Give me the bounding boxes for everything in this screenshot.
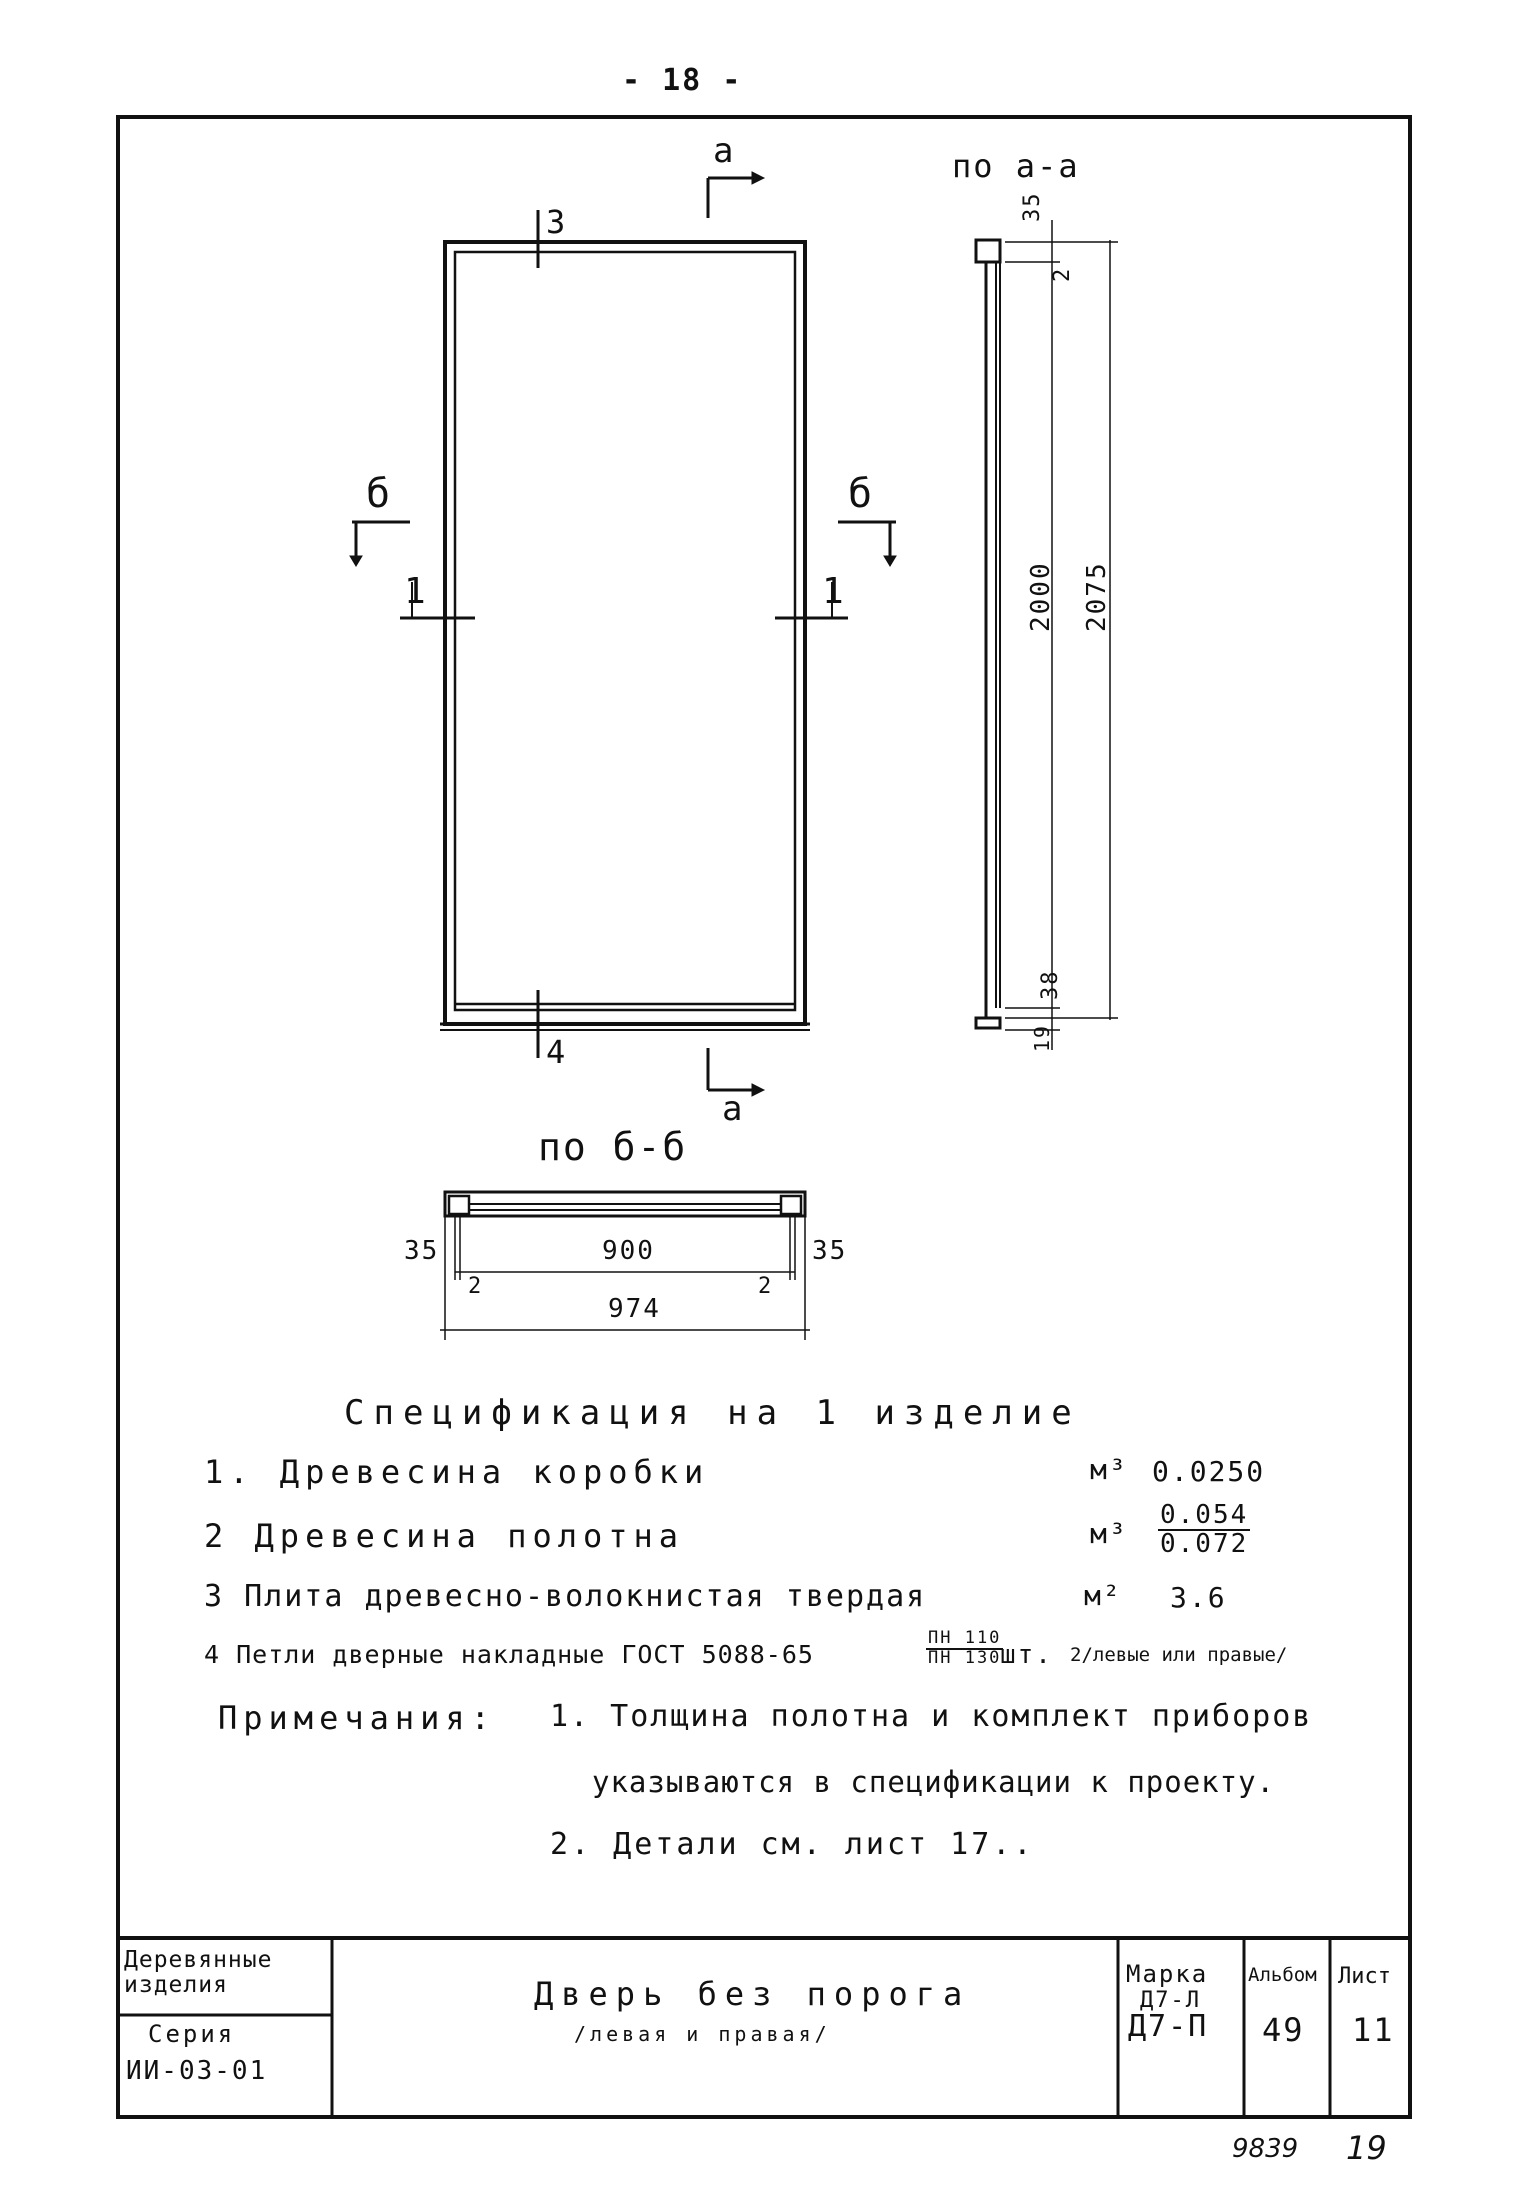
dim-side-35: 35 — [1020, 191, 1045, 222]
page-number: - 18 - — [622, 63, 743, 98]
notes-label: Примечания: — [218, 1699, 496, 1737]
cut-b-left-label: б — [366, 471, 393, 517]
dim-side-38: 38 — [1038, 969, 1063, 1000]
tb-marka-2: Д7-П — [1128, 2009, 1209, 2044]
stamp-number: 9839 — [1232, 2134, 1299, 2164]
cut-b-right-label: б — [848, 471, 875, 517]
spec-row-2-value-den: 0.072 — [1160, 1529, 1249, 1560]
notes-line-1: 1. Толщина полотна и комплект приборов — [550, 1699, 1313, 1734]
callout-1-left: 1 — [404, 571, 428, 612]
tb-subtitle: /левая и правая/ — [574, 2022, 831, 2046]
dim-side-19: 19 — [1030, 1023, 1054, 1052]
tb-series-label: Серия — [148, 2020, 236, 2048]
spec-row-2-name: 2 Древесина полотна — [204, 1517, 685, 1555]
tb-album-value: 49 — [1262, 2011, 1305, 2049]
tb-category: Деревянные изделия — [124, 1947, 273, 1999]
spec-row-2-value-num: 0.054 — [1160, 1500, 1249, 1530]
dim-plan-35-left: 35 — [404, 1236, 440, 1266]
spec-row-4-frac — [926, 1630, 1003, 1668]
spec-row-4-unit: шт. — [1000, 1640, 1053, 1670]
spec-row-3-name: 3 Плита древесно-волокнистая твердая — [204, 1579, 927, 1614]
spec-row-4-name: 4 Петли дверные накладные ГОСТ 5088-65 — [204, 1640, 814, 1669]
tb-album-label: Альбом — [1248, 1964, 1317, 1986]
notes-line-2: указываются в спецификации к проекту. — [592, 1765, 1276, 1799]
callout-4: 4 — [546, 1033, 568, 1071]
spec-row-4-value: 2/левые или правые/ — [1070, 1644, 1288, 1666]
dim-side-2000: 2000 — [1026, 561, 1056, 632]
sheet-border — [118, 117, 1410, 2117]
dim-plan-900: 900 — [602, 1236, 655, 1266]
spec-row-4-frac-num: ПН 110 — [928, 1628, 1002, 1648]
dim-side-2: 2 — [1050, 266, 1075, 282]
spec-row-2-value — [1158, 1502, 1250, 1559]
tb-marka-label: Марка — [1126, 1960, 1209, 1988]
tb-sheet-value: 11 — [1352, 2011, 1395, 2049]
front-elevation — [350, 172, 896, 1096]
dim-side-2075: 2075 — [1082, 561, 1112, 632]
tb-marka-1: Д7-Л — [1140, 1988, 1201, 2013]
callout-3: 3 — [546, 203, 568, 241]
spec-row-1-name: 1. Древесина коробки — [204, 1453, 710, 1491]
spec-row-1-value: 0.0250 — [1152, 1455, 1266, 1488]
spec-row-2-unit: м³ — [1090, 1517, 1128, 1550]
cut-a-top-label: а — [713, 131, 736, 171]
dim-plan-35-right: 35 — [812, 1236, 848, 1266]
spec-row-3-value: 3.6 — [1170, 1581, 1227, 1614]
spec-title: Спецификация на 1 изделие — [344, 1393, 1081, 1433]
section-aa — [976, 220, 1118, 1050]
stamp-page: 19 — [1346, 2129, 1387, 2167]
cut-a-bottom-label: а — [722, 1089, 745, 1129]
dim-plan-2-left: 2 — [468, 1274, 484, 1299]
dim-plan-2-right: 2 — [758, 1274, 774, 1299]
spec-row-4-frac-den: ПН 130 — [928, 1647, 1002, 1668]
tb-series-value: ИИ-03-01 — [126, 2056, 268, 2086]
tb-title: Дверь без порога — [534, 1975, 971, 2013]
section-bb-title: по б-б — [538, 1125, 688, 1169]
dim-plan-974: 974 — [608, 1294, 661, 1324]
tb-sheet-label: Лист — [1338, 1964, 1391, 1989]
notes-line-3: 2. Детали см. лист 17.. — [550, 1827, 1035, 1862]
section-aa-title: по а-а — [952, 147, 1080, 185]
callout-1-right: 1 — [822, 571, 846, 612]
spec-row-1-unit: м³ — [1090, 1453, 1128, 1486]
spec-row-3-unit: м² — [1084, 1579, 1122, 1612]
